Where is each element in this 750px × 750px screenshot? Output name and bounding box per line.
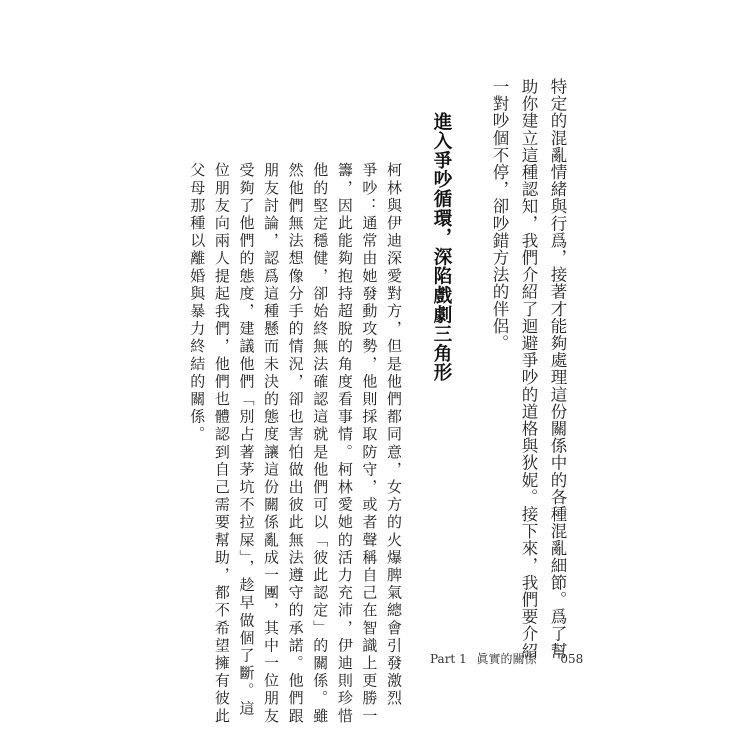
intro-paragraph: 特定的混亂情緒與行爲，接著才能夠處理這份關係中的各種混亂細節。爲了幫 助你建立這種認知，我們介紹了迴避爭吵的道格與狄妮。接下來，我們要介紹 一對吵個不停，卻吵錯方法的伴侶。 (490, 78, 567, 660)
section-heading: 進入爭吵循環，深陷戲劇三角形 (431, 112, 452, 383)
page-number: 058 (560, 652, 584, 666)
chapter-title: 眞實的關係 (476, 652, 537, 666)
page-footer (430, 650, 610, 668)
part-label: Part 1 (430, 652, 467, 666)
body-paragraph: 柯林與伊迪深愛對方，但是他們都同意，女方的火爆脾氣總會引發激烈 爭吵：通常由她發動攻勢，他則採取防守，或者聲稱自己在智識上更勝一 籌，因此能夠抱持超脫的角度看事情。柯林愛她的活力充沛，伊迪則珍惜 他的堅定穩健，卻始終無法確認這就是他們可以「彼此認定」的關係。雖 然他們無法想像分手的情況，卻也害怕做出彼此無法遵守的承諾。他們跟 朋友討論，認爲這種懸而未決的態度讓這份關係亂成一團，其中一位朋友 受夠了他們的態度，建議他們「別占著茅坑不拉屎」，趁早做個了斷。這 位朋友向兩人提起我們，他們也體認到自己需要幫助，都不希望擁有彼此 父母那種以離婚與暴力終結的關係。 (188, 162, 403, 726)
